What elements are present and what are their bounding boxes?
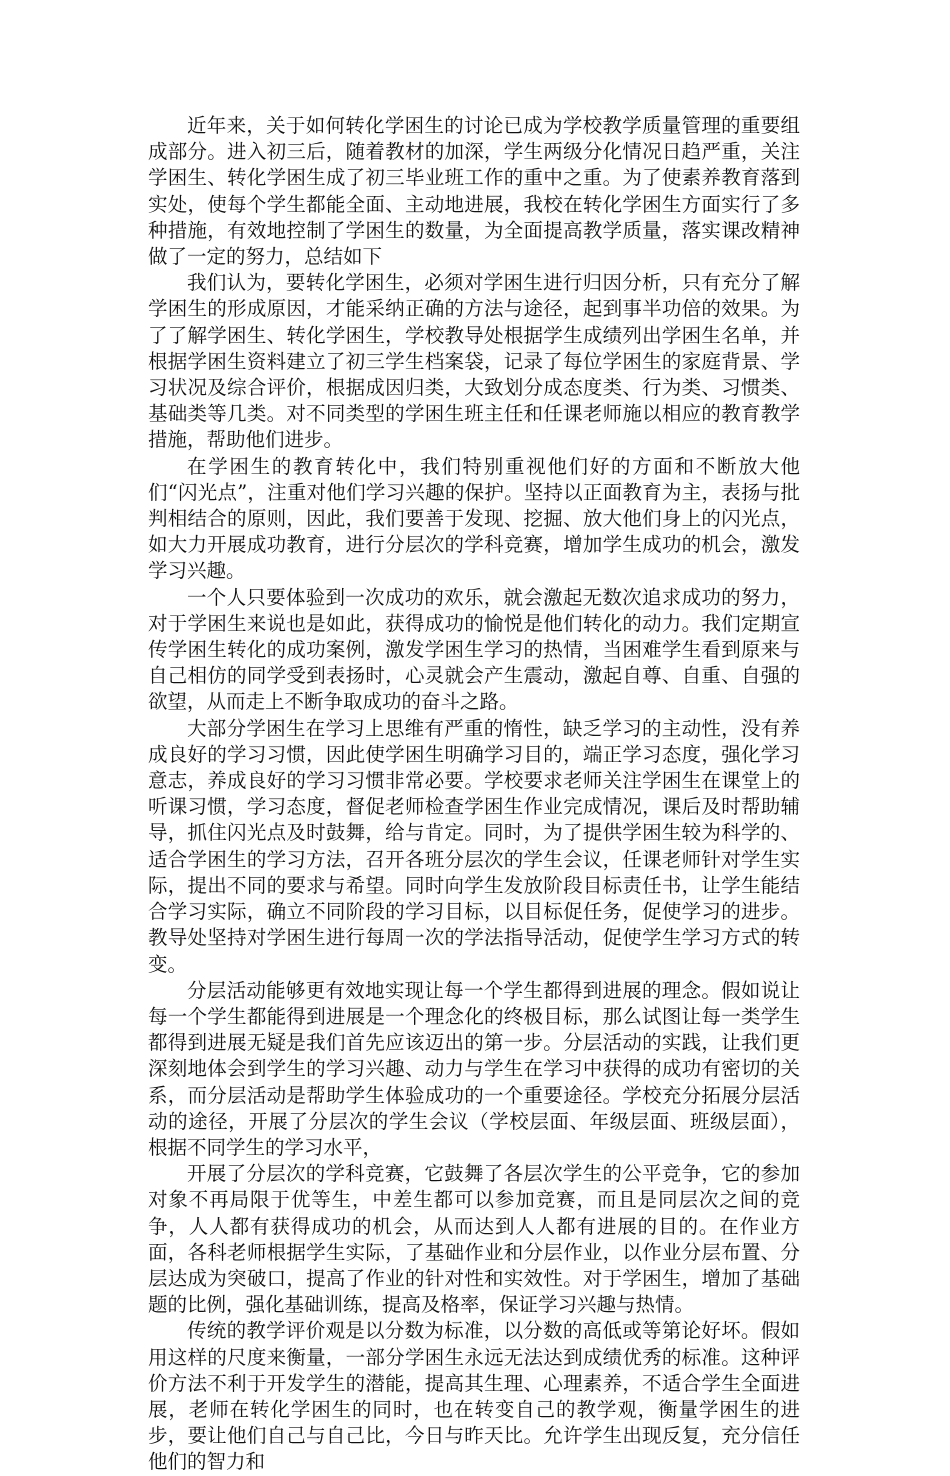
document-body (148, 113, 800, 1476)
paragraph-8: 传统的教学评价观是以分数为标准，以分数的高低或等第论好坏。假如用这样的尺度来衡量，一部分学困生永远无法达到成绩优秀的标准。这种评价方法不利于开发学生的潜能，提高其生理、心理素养，不适合学生全面进展，老师在转化学困生的同时，也在转变自己的教学观，衡量学困生的进步，要让他们自己与自己比，今日与昨天比。允许学生出现反复，充分信任他们的智力和 (148, 1319, 800, 1474)
paragraph-7: 开展了分层次的学科竞赛，它鼓舞了各层次学生的公平竞争，它的参加对象不再局限于优等生，中差生都可以参加竞赛，而且是同层次之间的竞争，人人都有获得成功的机会，从而达到人人都有进展的目的。在作业方面，各科老师根据学生实际，了基础作业和分层作业，以作业分层布置、分层达成为突破口，提高了作业的针对性和实效性。对于学困生，增加了基础题的比例，强化基础训练，提高及格率，保证学习兴趣与热情。 (148, 1162, 800, 1317)
paragraph-4: 一个人只要体验到一次成功的欢乐，就会激起无数次追求成功的努力，对于学困生来说也是如此，获得成功的愉悦是他们转化的动力。我们定期宣传学困生转化的成功案例，激发学困生学习的热情，当困难学生看到原来与自己相仿的同学受到表扬时，心灵就会产生震动，激起自尊、自重、自强的欲望，从而走上不断争取成功的奋斗之路。 (148, 585, 800, 714)
paragraph-2: 我们认为，要转化学困生，必须对学困生进行归因分析，只有充分了解学困生的形成原因，才能采纳正确的方法与途径，起到事半功倍的效果。为了了解学困生、转化学困生，学校教导处根据学生成绩列出学困生名单，并根据学困生资料建立了初三学生档案袋，记录了每位学困生的家庭背景、学习状况及综合评价，根据成因归类，大致划分成态度类、行为类、习惯类、基础类等几类。对不同类型的学困生班主任和任课老师施以相应的教育教学措施，帮助他们进步。 (148, 271, 800, 452)
paragraph-3: 在学困生的教育转化中，我们特别重视他们好的方面和不断放大他们“闪光点”，注重对他们学习兴趣的保护。坚持以正面教育为主，表扬与批判相结合的原则，因此，我们要善于发现、挖掘、放大他们身上的闪光点，如大力开展成功教育，进行分层次的学科竞赛，增加学生成功的机会，激发学习兴趣。 (148, 454, 800, 583)
paragraph-6: 分层活动能够更有效地实现让每一个学生都得到进展的理念。假如说让每一个学生都能得到进展是一个理念化的终极目标，那么试图让每一类学生都得到进展无疑是我们首先应该迈出的第一步。分层活动的实践，让我们更深刻地体会到学生的学习兴趣、动力与学生在学习中获得的成功有密切的关系，而分层活动是帮助学生体验成功的一个重要途径。学校充分拓展分层活动的途径，开展了分层次的学生会议（学校层面、年级层面、班级层面），根据不同学生的学习水平， (148, 978, 800, 1159)
paragraph-1: 近年来，关于如何转化学困生的讨论已成为学校教学质量管理的重要组成部分。进入初三后，随着教材的加深，学生两级分化情况日趋严重，关注学困生、转化学困生成了初三毕业班工作的重中之重。为了使素养教育落到实处，使每个学生都能全面、主动地进展，我校在转化学困生方面实行了多种措施，有效地控制了学困生的数量，为全面提高教学质量，落实课改精神做了一定的努力，总结如下 (148, 114, 800, 269)
paragraph-5: 大部分学困生在学习上思维有严重的惰性，缺乏学习的主动性，没有养成良好的学习习惯，因此使学困生明确学习目的，端正学习态度，强化学习意志，养成良好的学习习惯非常必要。学校要求老师关注学困生在课堂上的听课习惯，学习态度，督促老师检查学困生作业完成情况，课后及时帮助辅导，抓住闪光点及时鼓舞，给与肯定。同时，为了提供学困生较为科学的、适合学困生的学习方法，召开各班分层次的学生会议，任课老师针对学生实际，提出不同的要求与希望。同时向学生发放阶段目标责任书，让学生能结合学习实际，确立不同阶段的学习目标，以目标促任务，促使学习的进步。教导处坚持对学困生进行每周一次的学法指导活动，促使学生学习方式的转变。 (148, 716, 800, 976)
